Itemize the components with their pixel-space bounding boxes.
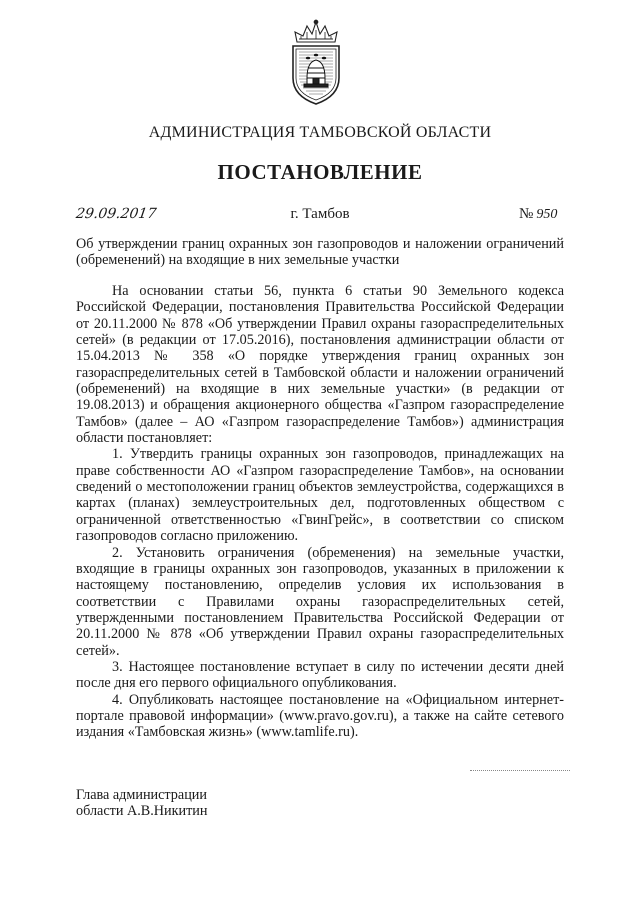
clause-paragraph: 4. Опубликовать настоящее постановление на «Официальном интернет-портале правовой информации» (www.pravo.gov.ru), а также на сайте сетевого издания «Тамбовская жизнь» (www.tamlife.ru). [76,691,564,741]
signature-name: области А.В.Никитин [76,803,208,819]
clause-paragraph: 3. Настоящее постановление вступает в силу по истечении десяти дней после дня его первого официального опубликования. [76,658,564,692]
signature-block [76,787,207,819]
document-number-value: 950 [536,207,558,222]
signature-title: Глава администрации [76,787,207,803]
document-subject: Об утверждении границ охранных зон газопроводов и наложении ограничений (обременений) на входящие в них земельные участки [76,236,564,268]
coat-of-arms-icon [285,18,347,110]
document-city: г. Тамбов [290,206,350,222]
organization-title: АДМИНИСТРАЦИЯ ТАМБОВСКОЙ ОБЛАСТИ [148,124,492,141]
document-number [519,206,557,223]
document-number-label: № [519,206,534,222]
document-type-title: ПОСТАНОВЛЕНИЕ [217,160,423,184]
divider-line [470,770,570,771]
clause-paragraph: 2. Установить ограничения (обременения) на земельные участки, входящие в границы охранных зон газопроводов, указанных в приложении к настоящему постановлению, определив условия их использования в соответствии с Правилами охраны газораспределительных сетей, утвержденными постановлением Правительства Российской Федерации от 20.11.2000 № 878 «Об утверждении Правил охраны газораспределительных сетей». [76,544,564,659]
clause-paragraph: 1. Утвердить границы охранных зон газопроводов, принадлежащих на праве собственности АО «Газпром газораспределение Тамбов», на основании сведений о местоположении границ объектов землеустройства, содержащихся в картах (планах) землеустроительных дел, подготовленных обществом с ограниченной ответственностью «ГвинГрейс», в соответствии со списком газопроводов согласно приложению. [76,446,564,545]
document-body [76,283,564,741]
preamble-paragraph: На основании статьи 56, пункта 6 статьи 90 Земельного кодекса Российской Федерации, постановления Правительства Российской Федерации от 20.11.2000 № 878 «Об утверждении Правил охраны газораспределительных сетей» (в редакции от 17.05.2016), постановления администрации области от 15.04.2013 № 358 «О порядке утверждения границ охранных зон газораспределительных сетей в Тамбовской области и наложении ограничений (обременений) на входящие в них земельные участки» (в редакции от 19.08.2013) и обращения акционерного общества «Газпром газораспределение Тамбов» (далее – АО «Газпром газораспределение Тамбов») администрация области постановляет: [76,283,564,447]
document-date: 29.09.2017 [74,206,158,222]
